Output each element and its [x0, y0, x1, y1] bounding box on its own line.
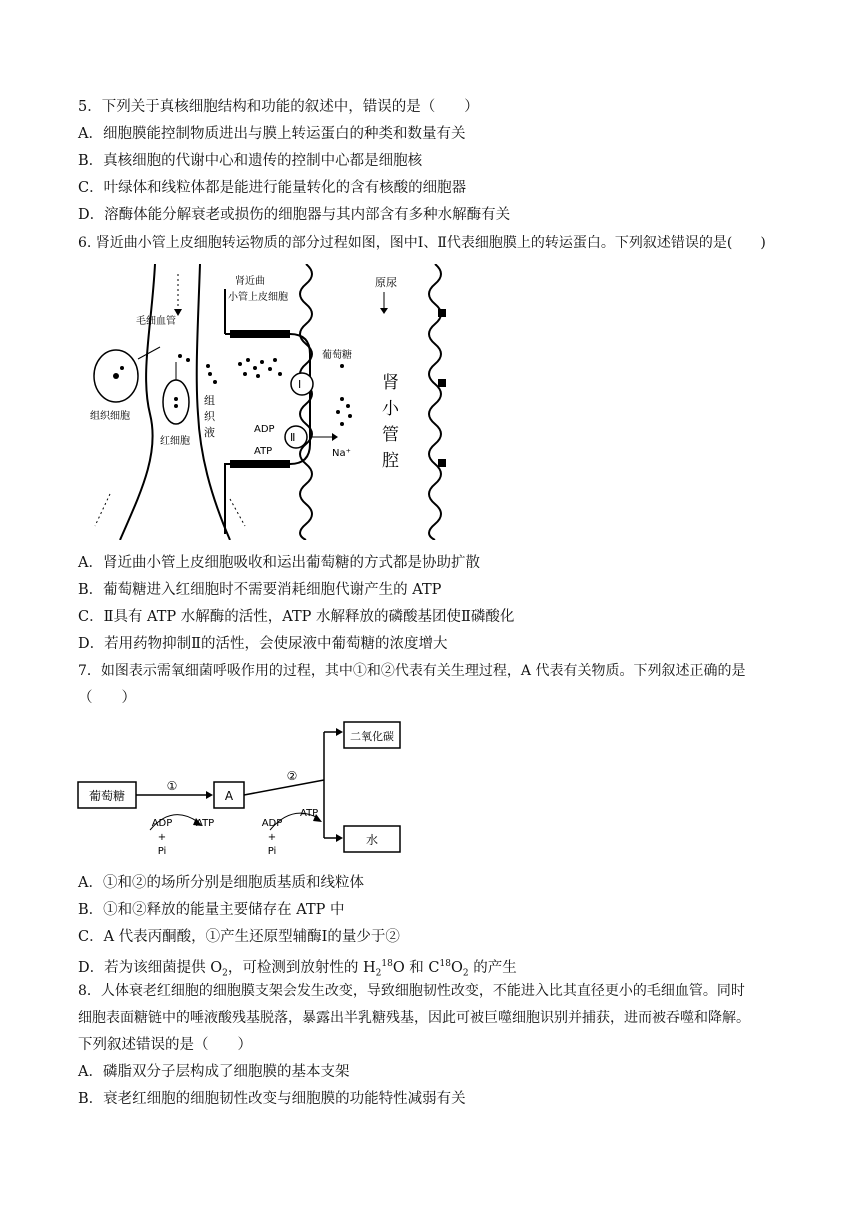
q8-stem-line-1: 8．人体衰老红细胞的细胞膜支架会发生改变，导致细胞韧性改变，不能进入比其直径更小的毛细血管。同时 — [78, 983, 745, 999]
transporter-1-label: Ⅰ — [298, 378, 302, 391]
q7-d-part-2: ，可检测到放射性的 H — [227, 959, 376, 976]
q7-option-c: C．A 代表丙酮酸，①产生还原型辅酶Ⅰ的量少于② — [78, 929, 400, 945]
lumen-char-2: 小 — [382, 399, 399, 419]
step-2-label: ② — [286, 769, 298, 783]
capillary-label: 毛细血管 — [136, 316, 176, 327]
q7-option-d — [78, 954, 517, 984]
q7-d-sup-2: 18 — [439, 959, 451, 969]
q5-option-b: B．真核细胞的代谢中心和遗传的控制中心都是细胞核 — [78, 153, 423, 169]
pi-1-label: Pi — [157, 846, 167, 857]
adp-2-label: ADP — [261, 818, 283, 829]
q7-d-sub-3: 2 — [462, 968, 469, 979]
q5-option-a: A．细胞膜能控制物质进出与膜上转运蛋白的种类和数量有关 — [78, 126, 466, 142]
q8-stem-line-2: 细胞表面糖链中的唾液酸残基脱落，暴露出半乳糖残基，因此可被巨噬细胞识别并捕获，进而被吞噬和降解。 — [78, 1010, 750, 1026]
q8-option-b: B．衰老红细胞的细胞韧性改变与细胞膜的功能特性减弱有关 — [78, 1091, 466, 1107]
step-1-label: ① — [166, 779, 178, 793]
lumen-char-3: 管 — [382, 425, 399, 445]
q5-stem: 5．下列关于真核细胞结构和功能的叙述中，错误的是（ ） — [78, 99, 479, 115]
q7-d-sub-1: 2 — [222, 968, 228, 979]
q6-option-a: A．肾近曲小管上皮细胞吸收和运出葡萄糖的方式都是协助扩散 — [78, 555, 480, 571]
q7-d-part-4: O — [450, 959, 463, 976]
q7-option-a: A．①和②的场所分别是细胞质基质和线粒体 — [78, 875, 364, 891]
q6-option-d: D．若用药物抑制Ⅱ的活性，会使尿液中葡萄糖的浓度增大 — [78, 636, 448, 652]
q7-d-part-1: D．若为该细菌提供 O — [78, 959, 223, 976]
tissue-fluid-char-1: 组 — [204, 394, 215, 407]
q7-stem-paren: （ ） — [78, 690, 136, 706]
atp-label: ATP — [254, 446, 273, 457]
q6-stem: 6. 肾近曲小管上皮细胞转运物质的部分过程如图，图中Ⅰ、Ⅱ代表细胞膜上的转运蛋白。下列叙述错误的是( ) — [78, 235, 766, 251]
q8-stem-line-3: 下列叙述错误的是（ ） — [78, 1037, 252, 1053]
urine-label: 原尿 — [375, 276, 397, 289]
atp-2-label: ATP — [300, 808, 319, 819]
q7-d-part-3: O 和 C — [392, 959, 440, 976]
lumen-char-1: 肾 — [382, 373, 399, 393]
epithelial-label-1: 肾近曲 — [235, 276, 265, 287]
na-label: Na⁺ — [332, 448, 351, 459]
q7-option-b: B．①和②释放的能量主要储存在 ATP 中 — [78, 902, 345, 918]
q6-option-b: B．葡萄糖进入红细胞时不需要消耗细胞代谢产生的 ATP — [78, 582, 442, 598]
transporter-2-label: Ⅱ — [290, 431, 296, 444]
epithelial-label-2: 小管上皮细胞 — [228, 292, 288, 303]
q7-d-sup-1: 18 — [381, 959, 393, 969]
tissue-fluid-char-2: 织 — [204, 410, 215, 423]
tissue-cell-label: 组织细胞 — [90, 411, 130, 422]
tissue-fluid-char-3: 液 — [204, 426, 215, 439]
plus-2-label: + — [267, 832, 277, 843]
adp-label: ADP — [254, 424, 275, 435]
glucose-label: 葡萄糖 — [322, 350, 352, 361]
rbc-label: 红细胞 — [160, 436, 190, 447]
q7-d-part-5: 的产生 — [468, 959, 517, 976]
q8-option-a: A．磷脂双分子层构成了细胞膜的基本支架 — [78, 1064, 350, 1080]
glucose-box-label: 葡萄糖 — [88, 789, 126, 803]
substance-a-label: A — [224, 789, 234, 803]
q7-stem: 7．如图表示需氧细菌呼吸作用的过程，其中①和②代表有关生理过程，A 代表有关物质。下列叙述正确的是 — [78, 663, 746, 679]
q6-option-c: C．Ⅱ具有 ATP 水解酶的活性，ATP 水解释放的磷酸基团使Ⅱ磷酸化 — [78, 609, 515, 625]
q5-option-c: C．叶绿体和线粒体都是能进行能量转化的含有核酸的细胞器 — [78, 180, 467, 196]
adp-1-label: ADP — [151, 818, 173, 829]
co2-box-label: 二氧化碳 — [350, 730, 394, 743]
q7-d-sub-2: 2 — [375, 968, 382, 979]
q5-option-d: D．溶酶体能分解衰老或损伤的细胞器与其内部含有多种水解酶有关 — [78, 207, 511, 223]
kidney-tubule-figure — [80, 264, 460, 540]
atp-1-label: ATP — [196, 818, 215, 829]
respiration-figure — [74, 718, 404, 868]
lumen-char-4: 腔 — [382, 451, 399, 471]
water-box-label: 水 — [365, 833, 379, 847]
plus-1-label: + — [157, 832, 167, 843]
pi-2-label: Pi — [267, 846, 277, 857]
